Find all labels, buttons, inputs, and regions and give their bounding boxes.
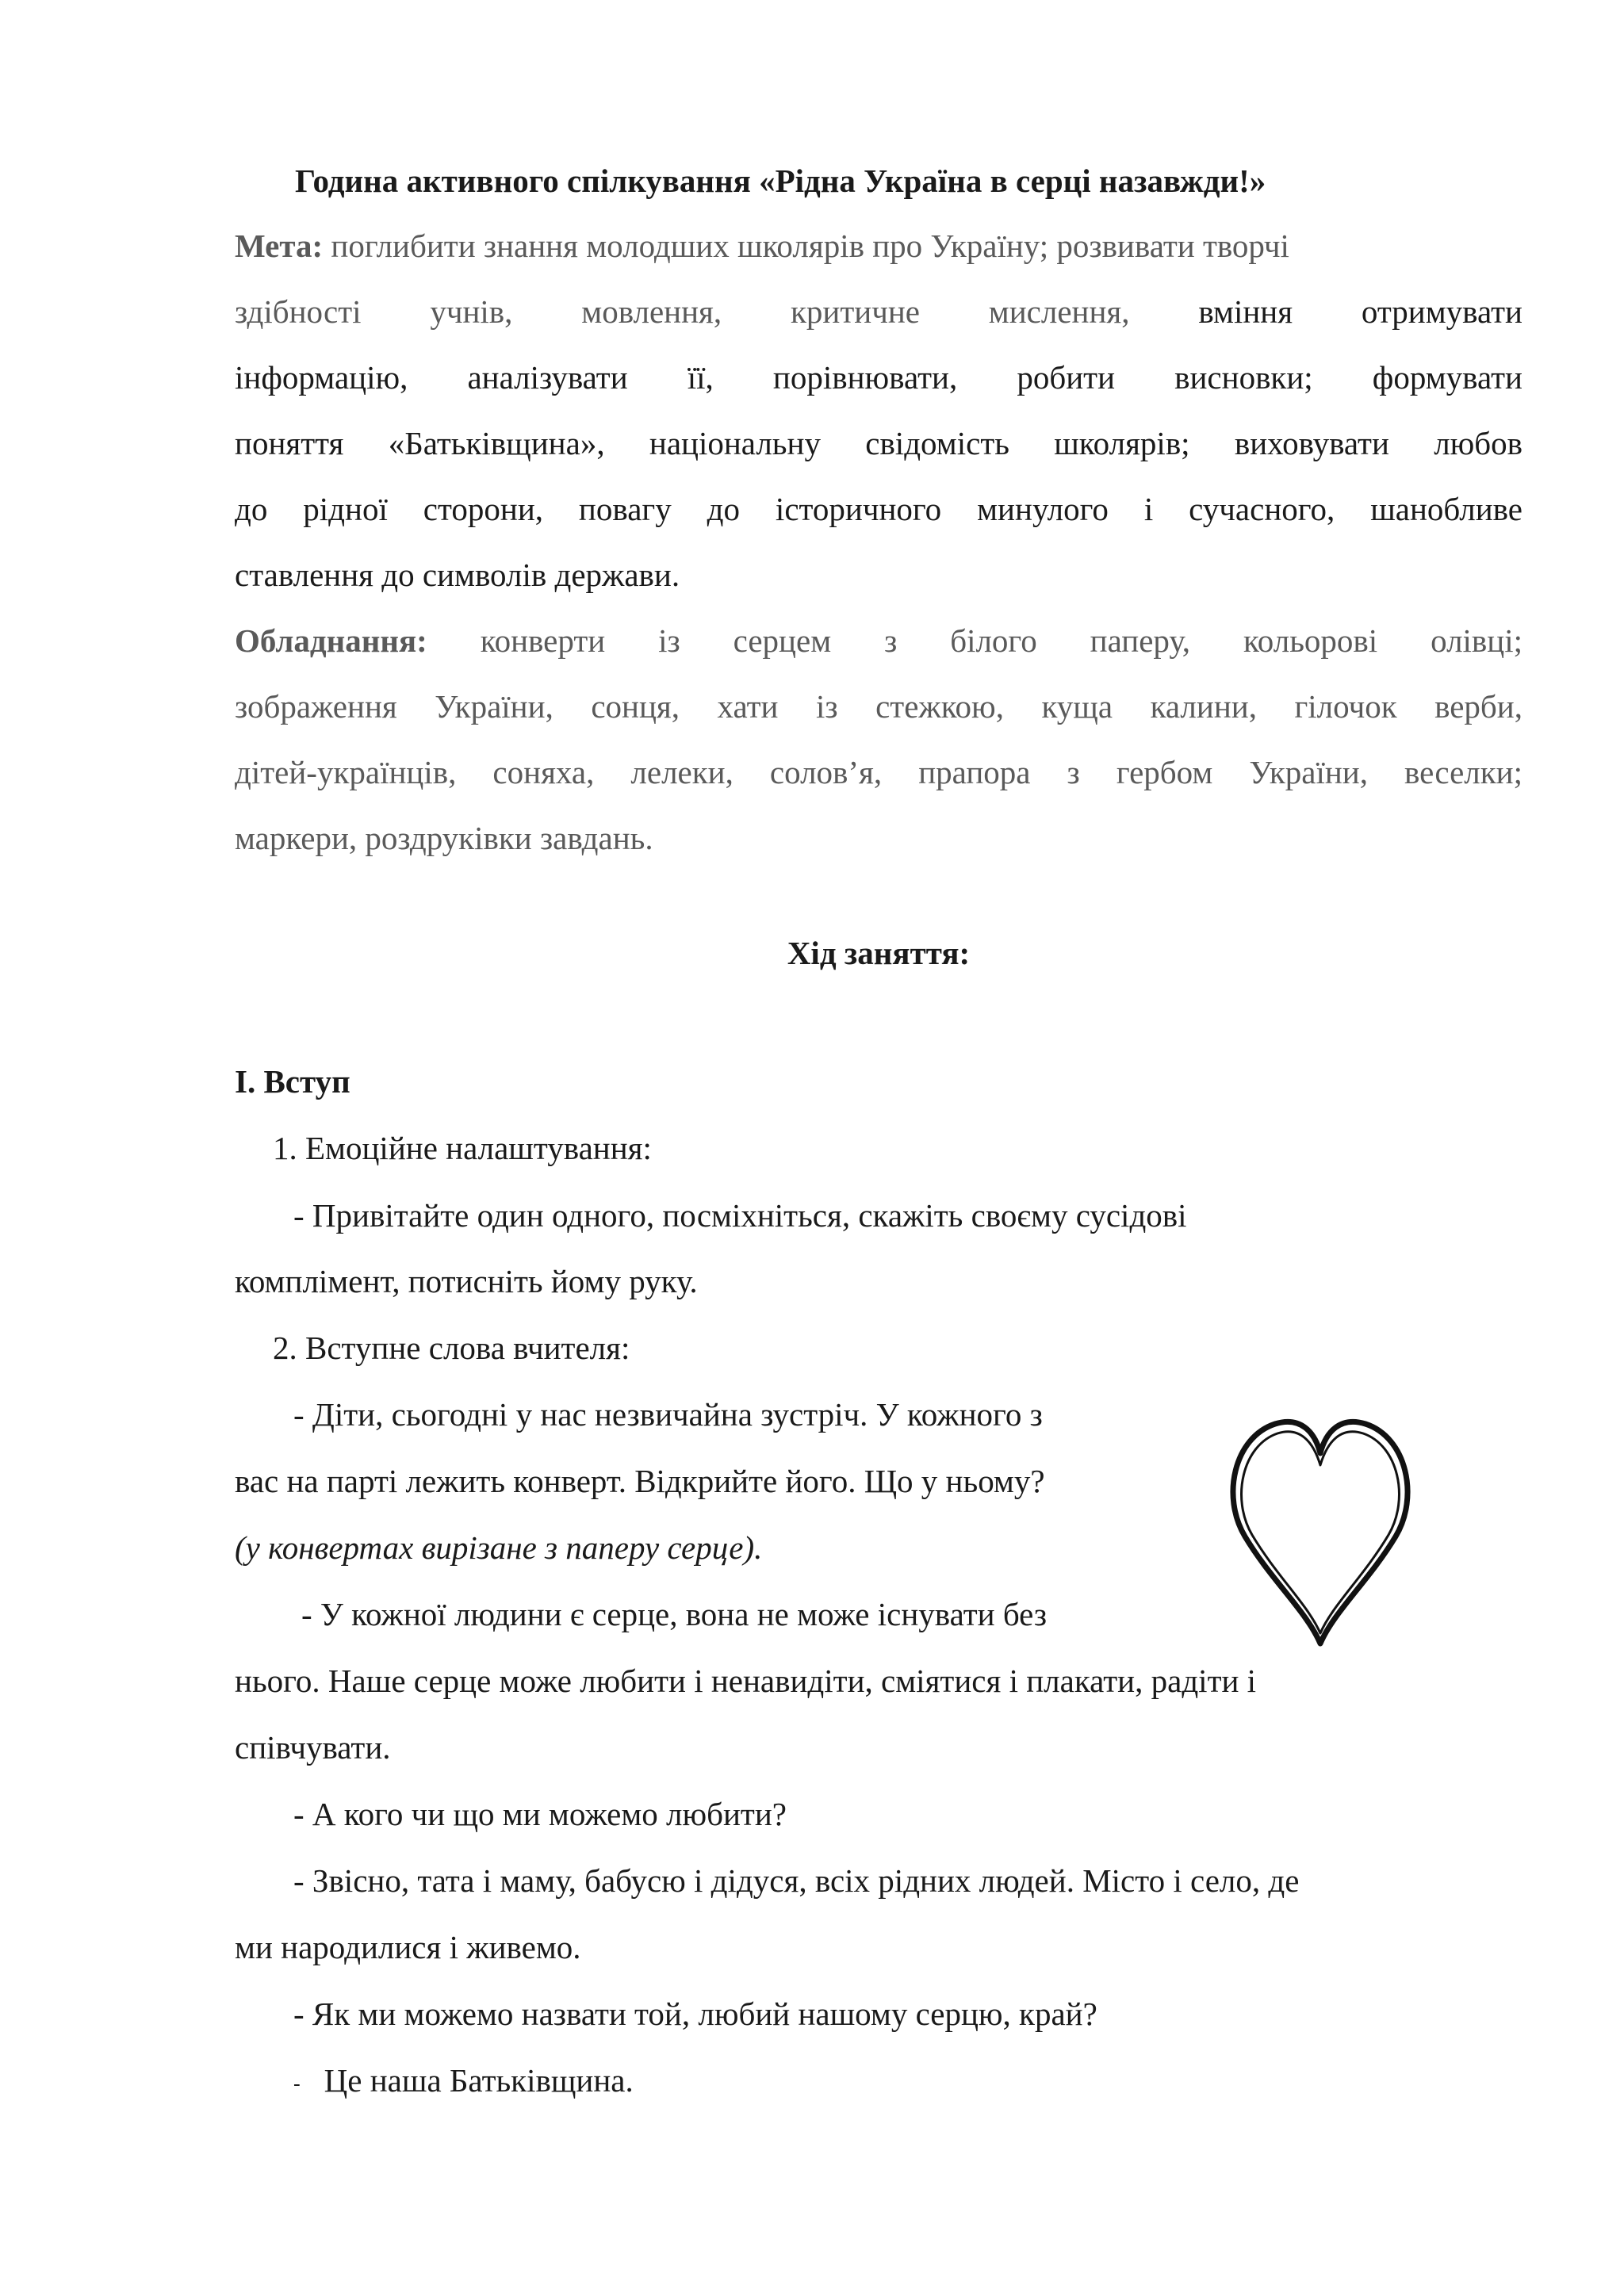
- dialogue-line: - Як ми можемо назвати той, любий нашому серцю, край?: [293, 1996, 1097, 2032]
- dash-marker: -: [293, 2072, 301, 2095]
- body-line: співчувати.: [235, 1729, 391, 1766]
- equipment-line-3: дітей-українців, соняха, лелеки, солов’я, прапора з гербом України, веселки;: [235, 754, 1522, 790]
- equipment-line-2: зображення України, сонця, хати із стежкою, куща калини, гілочок верби,: [235, 688, 1522, 725]
- body-line: вас на парті лежить конверт. Відкрийте його. Що у ньому?: [235, 1463, 1045, 1499]
- item-teacher-intro: 2. Вступне слова вчителя:: [273, 1330, 630, 1366]
- body-line: - Діти, сьогодні у нас незвичайна зустріч. У кожного з: [293, 1396, 1043, 1433]
- document-title: Година активного спілкування «Рідна Україна в серці назавжди!»: [295, 163, 1266, 199]
- goal-label: Мета:: [235, 228, 324, 264]
- equipment-line-1: Обладнання: конверти із серцем з білого паперу, кольорові олівці;: [235, 622, 1522, 659]
- stage-direction: (у конвертах вирізане з паперу серце).: [235, 1529, 763, 1566]
- item-emotional-setup: 1. Емоційне налаштування:: [273, 1130, 652, 1166]
- body-line: ми народилися і живемо.: [235, 1929, 581, 1965]
- heart-outline-icon: [1228, 1410, 1413, 1647]
- dialogue-line: - Звісно, тата і маму, бабусю і дідуся, всіх рідних людей. Місто і село, де: [293, 1862, 1300, 1899]
- equipment-label: Обладнання:: [235, 622, 427, 659]
- goal-line-2: здібності учнів, мовлення, критичне мислення, вміння отримувати: [235, 293, 1522, 330]
- goal-line-4: поняття «Батьківщина», національну свідомість школярів; виховувати любов: [235, 425, 1522, 461]
- goal-line-6: ставлення до символів держави.: [235, 557, 680, 593]
- body-line: нього. Наше серце може любити і ненавидіти, сміятися і плакати, радіти і: [235, 1663, 1257, 1699]
- body-line: комплімент, потисніть йому руку.: [235, 1263, 698, 1299]
- goal-line-1: Мета: поглибити знання молодших школярів про Україну; розвивати творчі: [235, 228, 1289, 264]
- body-line: - Привітайте один одного, посміхніться, скажіть своєму сусідові: [293, 1197, 1187, 1234]
- dialogue-line: - А кого чи що ми можемо любити?: [293, 1796, 787, 1832]
- goal-line-3: інформацію, аналізувати її, порівнювати, робити висновки; формувати: [235, 359, 1522, 396]
- dialogue-line-last: - Це наша Батьківщина.: [293, 2062, 634, 2099]
- section-intro-heading: І. Вступ: [235, 1063, 350, 1100]
- body-line: - У кожної людини є серце, вона не може існувати без: [301, 1596, 1048, 1632]
- goal-line-5: до рідної сторони, повагу до історичного минулого і сучасного, шанобливе: [235, 491, 1522, 527]
- course-heading: Хід заняття:: [787, 935, 971, 971]
- equipment-line-4: маркери, роздруківки завдань.: [235, 820, 653, 856]
